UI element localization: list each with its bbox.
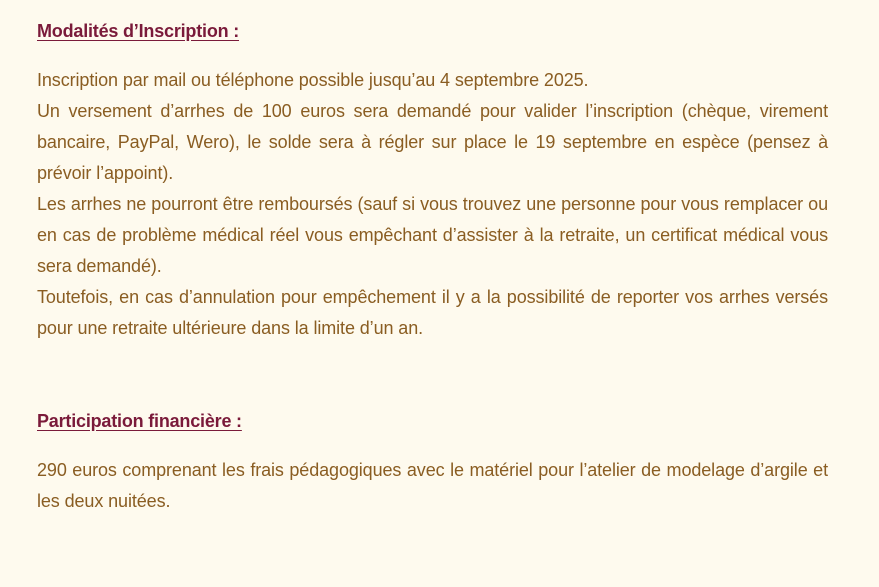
paragraph-inscription-deadline: Inscription par mail ou téléphone possible jusqu’au 4 septembre 2025. — [37, 70, 589, 90]
section-inscription — [37, 0, 828, 344]
heading-inscription: Modalités d’Inscription : — [37, 21, 240, 41]
paragraph-non-refundable: Les arrhes ne pourront être remboursés (sauf si vous trouvez une personne pour vous remplacer ou en cas de problème médical réel vous empêchant d’assister à la retraite, un certificat médical vous sera demandé). — [37, 194, 828, 276]
section-participation — [37, 409, 828, 517]
heading-participation: Participation financière : — [37, 411, 242, 431]
inscription-body — [37, 65, 828, 344]
paragraph-price: 290 euros comprenant les frais pédagogiques avec le matériel pour l’atelier de modelage d’argile et les deux nuitées. — [37, 460, 828, 511]
paragraph-deposit: Un versement d’arrhes de 100 euros sera demandé pour valider l’inscription (chèque, virement bancaire, PayPal, Wero), le solde sera à régler sur place le 19 septembre en espèce (pensez à prévoir l’appoint). — [37, 101, 828, 183]
paragraph-cancellation: Toutefois, en cas d’annulation pour empêchement il y a la possibilité de reporter vos arrhes versés pour une retraite ultérieure dans la limite d’un an. — [37, 287, 828, 338]
participation-body — [37, 455, 828, 517]
